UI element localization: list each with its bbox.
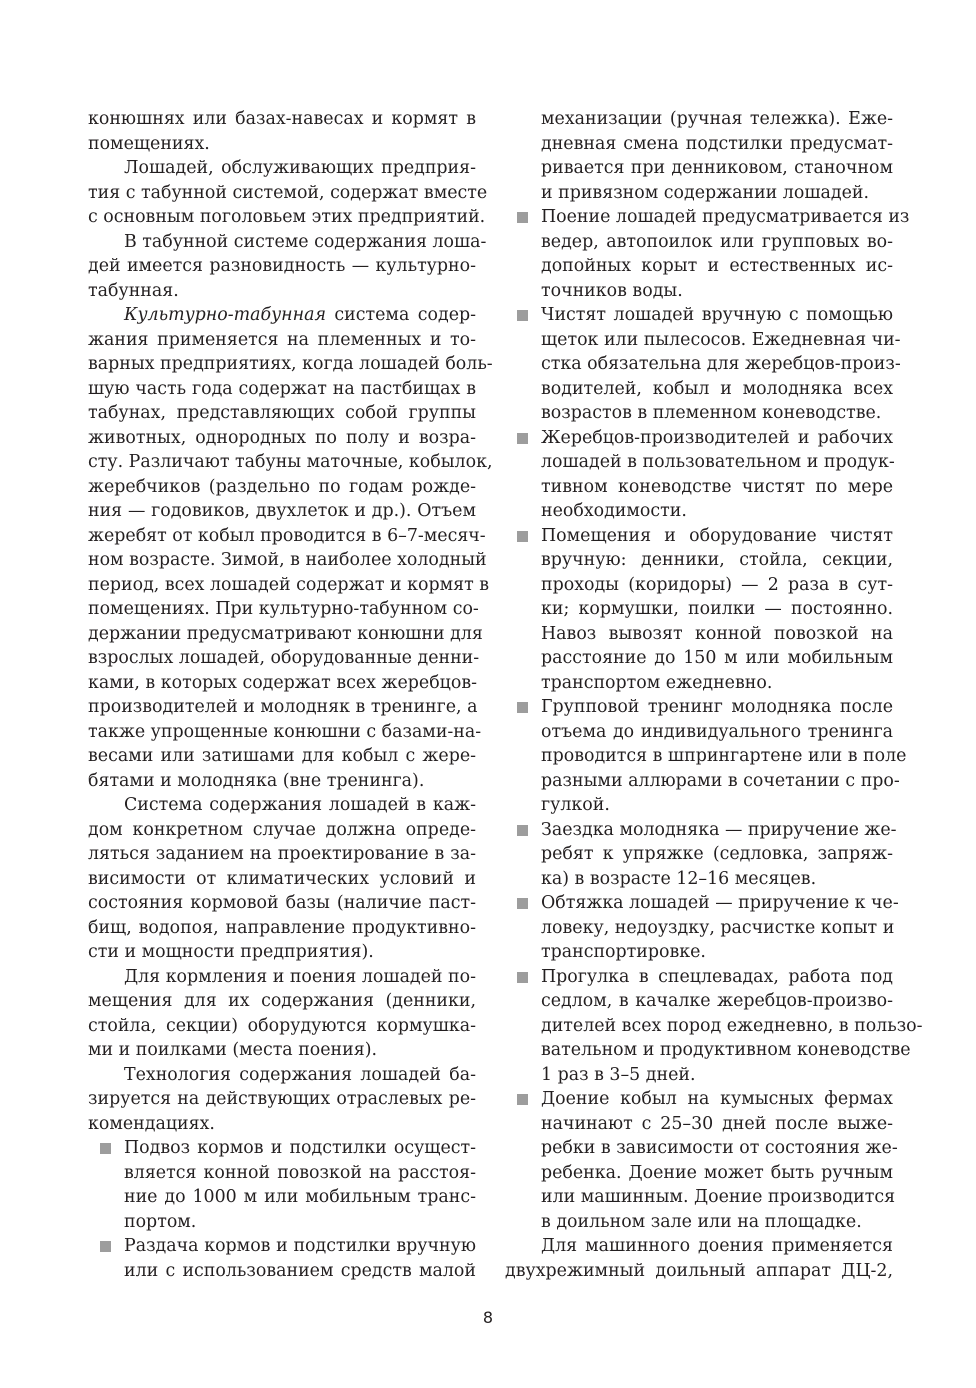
paragraph [88,793,476,965]
text-line: 1 раз в 3–5 дней. [541,1064,696,1085]
text-line: В табунной системе содержания лоша- [124,231,487,252]
text-line: Помещения и оборудование чистят [541,525,893,546]
list-item [505,524,893,696]
bullet-square-icon [100,1143,111,1154]
text-line: бищ, водопоя, направление продуктивно- [88,917,476,938]
text-line: проходы (коридоры) — 2 раза в сут- [541,574,893,595]
left-column [88,107,493,1283]
paragraph [88,965,476,1063]
paragraph [88,230,487,304]
text-line: разными аллюрами в сочетании с про- [541,770,900,791]
text-line: водителей, кобыл и молодняка всех [541,378,893,399]
text-line: вляется конной повозкой на расстоя- [124,1162,476,1183]
text-line: транспортировке. [541,942,706,962]
bullet-square-icon [517,972,528,983]
text-line: транспортом ежедневно. [541,672,773,693]
text-line: табунная. [88,280,179,301]
text-line: ми и поилками (места поения). [88,1040,378,1060]
list-item [505,818,897,892]
text-line: или машинным. Доение производится [541,1187,896,1207]
text-line: Система содержания лошадей в каж- [124,795,476,815]
list-item [505,1087,898,1234]
text-line: период, всех лошадей содержат и кормят в [88,574,490,595]
page-number: 8 [482,1308,494,1327]
paragraph [505,1234,893,1283]
list-item-continuation [505,107,893,205]
paragraph [88,156,488,230]
text-line: стка обязательна для жеребцов-произ- [541,354,901,374]
list-item [505,695,907,818]
text-line: в доильном зале или на площадке. [541,1211,862,1232]
text-line: ребят к упряжке (седловка, запряж- [541,844,893,864]
text-line: тия с табунной системой, содержат вместе [88,182,488,203]
text-line: жеребчиков (раздельно по годам рожде- [88,476,476,497]
text-line: лошадей в пользовательном и продук- [541,452,895,472]
list-item [88,1136,476,1234]
text-line: варных предприятиях, когда лошадей боль- [88,354,493,374]
text-line: вательном и продуктивном коневодстве [541,1040,911,1060]
text-line: дом конкретном случае должна опреде- [88,819,476,840]
text-line: или с использованием средств малой [124,1260,476,1281]
text-line: дей имеется разновидность — культурно- [88,256,476,276]
text-line: механизации (ручная тележка). Еже- [541,109,893,129]
text-line: ляться заданием на проектирование в за- [88,844,476,864]
text-line: и привязном содержании лошадей. [541,182,869,203]
text-line: Чистят лошадей вручную с помощью [541,305,893,325]
text-line: Для кормления и поения лошадей по- [124,966,476,987]
list-item [505,426,893,524]
text-line: Технология содержания лошадей ба- [124,1064,476,1085]
paragraph [88,107,476,156]
text-line: весами или затишами для кобыл с жере- [88,746,476,766]
text-line: помещениях. При культурно-табунном со- [88,599,479,619]
text-line: ребенка. Доение может быть ручным [541,1162,893,1183]
text-line: стойла, секции) оборудуются кормушка- [88,1015,476,1036]
text-line: Групповой тренинг молодняка после [541,697,893,717]
list-item [505,891,899,965]
text-line: расстояние до 150 м или мобильным [541,648,893,668]
list-item [88,1234,476,1283]
text-line: Культурно-табунная система содер- [124,305,476,325]
bullet-square-icon [517,433,528,444]
text-line: взрослых лошадей, оборудованные денни- [88,648,480,668]
text-line: шую часть года содержат на пастбищах в [88,378,476,399]
text-line: Доение кобыл на кумысных фермах [541,1089,893,1109]
bullet-square-icon [517,531,528,542]
text-line: Обтяжка лошадей — приручение к че- [541,893,899,913]
italic-term: Культурно-табунная [124,305,326,325]
text-line: мещения для их содержания (денники, [88,991,476,1011]
text-line: седлом, в качалке жеребцов-произво- [541,991,893,1011]
list-item [505,965,923,1088]
text-line: ловеку, недоуздку, расчистке копыт и [541,917,895,938]
text-line: начинают с 25–30 дней после выже- [541,1113,893,1134]
text-line: гулкой. [541,795,610,815]
text-line: держании предусматривают конюшни для [88,623,483,644]
text-line: с основным поголовьем этих предприятий. [88,207,486,227]
text-line: Навоз вывозят конной повозкой на [541,623,893,644]
text-line: помещениях. [88,133,210,154]
text-line: ки; кормушки, поилки — постоянно. [541,599,893,619]
text-line: конюшнях или базах-навесах и кормят в [88,109,476,129]
text-line: ривается при денниковом, станочном [541,158,893,178]
text-line: щеток или пылесосов. Ежедневная чи- [541,329,901,350]
text-line: дневная смена подстилки предусмат- [541,133,893,154]
text-line: ние до 1000 м или мобильным транс- [124,1187,476,1207]
bullet-square-icon [517,212,528,223]
text-line: портом. [124,1211,197,1232]
text-line: точников воды. [541,280,683,301]
text-line: вручную: денники, стойла, секции, [541,550,893,570]
text-line: жания применяется на племенных и то- [88,329,476,350]
text-line: проводится в шпрингартене или в поле [541,746,907,766]
bullet-square-icon [517,825,528,836]
text-line: табунах, представляющих собой группы [88,403,476,423]
paragraph [88,1063,476,1137]
bullet-square-icon [517,1094,528,1105]
text-line: Для машинного доения применяется [541,1236,893,1256]
text-line: Поение лошадей предусматривается из [541,207,910,227]
paragraph [88,303,493,793]
text-line: ном возрасте. Зимой, в наиболее холодный [88,550,487,570]
text-line: Заездка молодняка — приручение же- [541,819,897,840]
right-column [505,107,923,1283]
text-line: комендациях. [88,1113,215,1134]
bullet-square-icon [517,702,528,713]
text-line: бятами и молодняка (вне тренинга). [88,770,425,791]
text-line: производителей и молодняк в тренинге, а [88,697,478,717]
bullet-square-icon [517,310,528,321]
bullet-square-icon [100,1241,111,1252]
bullet-square-icon [517,898,528,909]
text-line: ками, в которых содержат всех жеребцов- [88,672,477,693]
text-line: возрастов в племенном коневодстве. [541,403,882,423]
text-line: ка) в возрасте 12–16 месяцев. [541,868,817,889]
text-line: отъема до индивидуального тренинга [541,721,893,742]
text-line: Раздача кормов и подстилки вручную [124,1236,476,1256]
text-line: тивном коневодстве чистят по мере [541,476,893,497]
text-line: Лошадей, обслуживающих предприя- [124,158,476,178]
text-line: сти и мощности предприятия). [88,942,374,962]
text-line: необходимости. [541,501,687,521]
list-item [505,303,901,426]
text-line: ребки в зависимости от состояния же- [541,1138,898,1158]
text-line: допойных корыт и естественных ис- [541,256,893,276]
text-line: Жеребцов-производителей и рабочих [541,427,893,448]
text-line: ния — годовиков, двухлеток и др.). Отъем [88,501,476,521]
text-line: сту. Различают табуны маточные, кобылок, [88,452,493,472]
text-line: также упрощенные конюшни с базами-на- [88,721,482,742]
list-item [505,205,910,303]
text-line: двухрежимный доильный аппарат ДЦ-2, [505,1260,893,1281]
text-line: ведер, автопоилок или групповых во- [541,231,893,252]
text-line: висимости от климатических условий и [88,868,476,889]
text-line: Прогулка в спецлевадах, работа под [541,966,893,987]
text-line: животных, однородных по полу и возра- [88,427,476,448]
text-line: дителей всех пород ежедневно, в пользо- [541,1015,923,1036]
text-line: жеребят от кобыл проводится в 6–7-месяч- [88,525,486,546]
text-line: Подвоз кормов и подстилки осущест- [124,1138,476,1158]
text-line: состояния кормовой базы (наличие паст- [88,893,476,913]
text-line: зируется на действующих отраслевых ре- [88,1089,476,1109]
